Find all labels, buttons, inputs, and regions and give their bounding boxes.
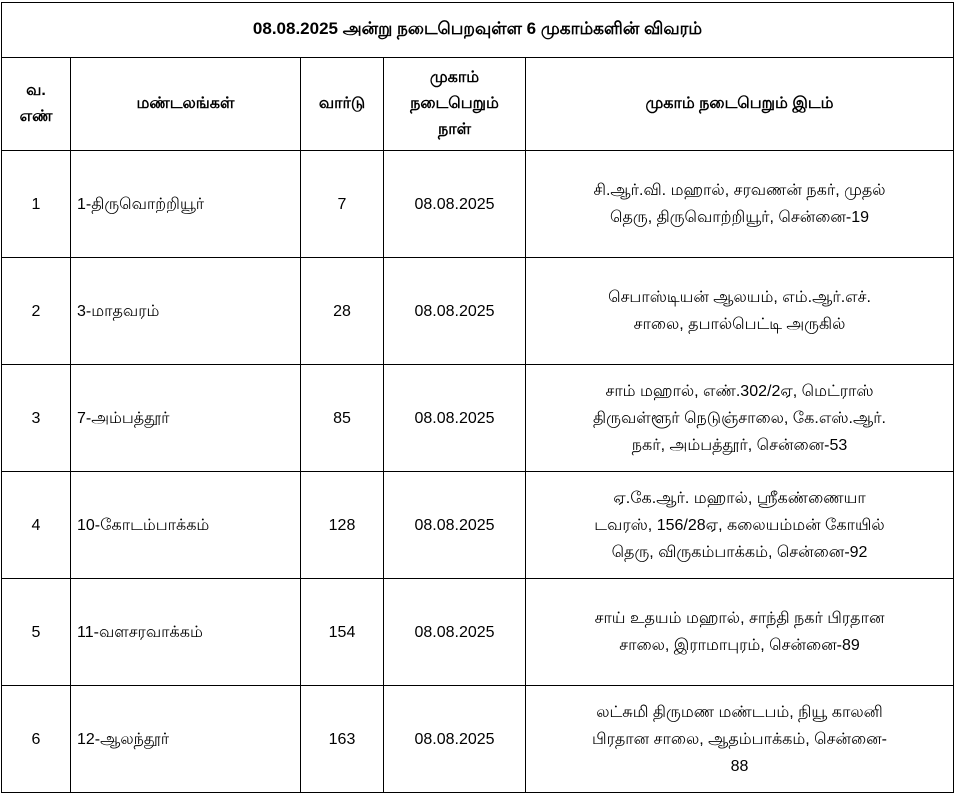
- venue-line: செபாஸ்டியன் ஆலயம், எம்.ஆர்.எச்.: [608, 289, 871, 306]
- cell-venue: [526, 151, 954, 258]
- venue-line: டவரஸ், 156/28ஏ, கலையம்மன் கோயில்: [594, 516, 885, 534]
- cell-sno: 3: [2, 365, 71, 472]
- venue-line: சாலை, இராமாபுரம், சென்னை-89: [619, 637, 860, 654]
- table-row: [2, 258, 954, 365]
- venue-line: லட்சுமி திருமண மண்டபம், நியூ காலனி: [596, 703, 883, 721]
- cell-zone: 11-வளசரவாக்கம்: [71, 579, 301, 686]
- cell-venue: [526, 472, 954, 579]
- cell-sno: 1: [2, 151, 71, 258]
- header-venue: முகாம் நடைபெறும் இடம்: [526, 58, 954, 151]
- venue-line: தெரு, திருவொற்றியூர், சென்னை-19: [610, 209, 870, 226]
- cell-venue: [526, 258, 954, 365]
- cell-ward: 163: [301, 686, 384, 793]
- cell-date: 08.08.2025: [384, 579, 526, 686]
- cell-zone: 3-மாதவரம்: [71, 258, 301, 365]
- cell-zone: 10-கோடம்பாக்கம்: [71, 472, 301, 579]
- cell-zone: 12-ஆலந்தூர்: [71, 686, 301, 793]
- venue-line: ஏ.கே.ஆர். மஹால், ஸ்ரீகண்ணையா: [613, 489, 866, 507]
- cell-sno: 4: [2, 472, 71, 579]
- cell-venue: [526, 579, 954, 686]
- venue-line: பிரதான சாலை, ஆதம்பாக்கம், சென்னை-: [592, 730, 887, 748]
- table-row: [2, 151, 954, 258]
- cell-ward: 154: [301, 579, 384, 686]
- cell-ward: 128: [301, 472, 384, 579]
- cell-ward: 28: [301, 258, 384, 365]
- cell-date: 08.08.2025: [384, 365, 526, 472]
- cell-date: 08.08.2025: [384, 151, 526, 258]
- cell-sno: 5: [2, 579, 71, 686]
- cell-sno: 6: [2, 686, 71, 793]
- header-ward: வார்டு: [301, 58, 384, 151]
- venue-line: நகர், அம்பத்தூர், சென்னை-53: [631, 436, 848, 454]
- venue-line: தெரு, விருகம்பாக்கம், சென்னை-92: [611, 543, 868, 561]
- cell-venue: [526, 365, 954, 472]
- cell-venue: [526, 686, 954, 793]
- venue-line: திருவள்ளூர் நெடுஞ்சாலை, கே.எஸ்.ஆர்.: [593, 409, 886, 427]
- venue-line: சி.ஆர்.வி. மஹால், சரவணன் நகர், முதல்: [593, 182, 886, 199]
- header-date: முகாம் நடைபெறும் நாள்: [384, 58, 526, 151]
- table-row: [2, 686, 954, 793]
- header-zone: மண்டலங்கள்: [71, 58, 301, 151]
- table-row: [2, 579, 954, 686]
- table-row: [2, 365, 954, 472]
- cell-zone: 1-திருவொற்றியூர்: [71, 151, 301, 258]
- header-row: [2, 58, 954, 151]
- cell-ward: 85: [301, 365, 384, 472]
- cell-date: 08.08.2025: [384, 472, 526, 579]
- cell-date: 08.08.2025: [384, 686, 526, 793]
- venue-line: சாம் மஹால், எண்.302/2ஏ, மெட்ராஸ்: [605, 382, 874, 400]
- venue-line: 88: [730, 757, 749, 775]
- venue-line: சாலை, தபால்பெட்டி அருகில்: [633, 316, 846, 333]
- cell-date: 08.08.2025: [384, 258, 526, 365]
- camp-schedule-table: [1, 2, 954, 793]
- cell-zone: 7-அம்பத்தூர்: [71, 365, 301, 472]
- venue-line: சாய் உதயம் மஹால், சாந்தி நகர் பிரதான: [594, 610, 885, 627]
- cell-sno: 2: [2, 258, 71, 365]
- header-sno: வ. எண்: [2, 58, 71, 151]
- table-title: 08.08.2025 அன்று நடைபெறவுள்ள 6 முகாம்களின் விவரம்: [2, 3, 954, 58]
- table-row: [2, 472, 954, 579]
- cell-ward: 7: [301, 151, 384, 258]
